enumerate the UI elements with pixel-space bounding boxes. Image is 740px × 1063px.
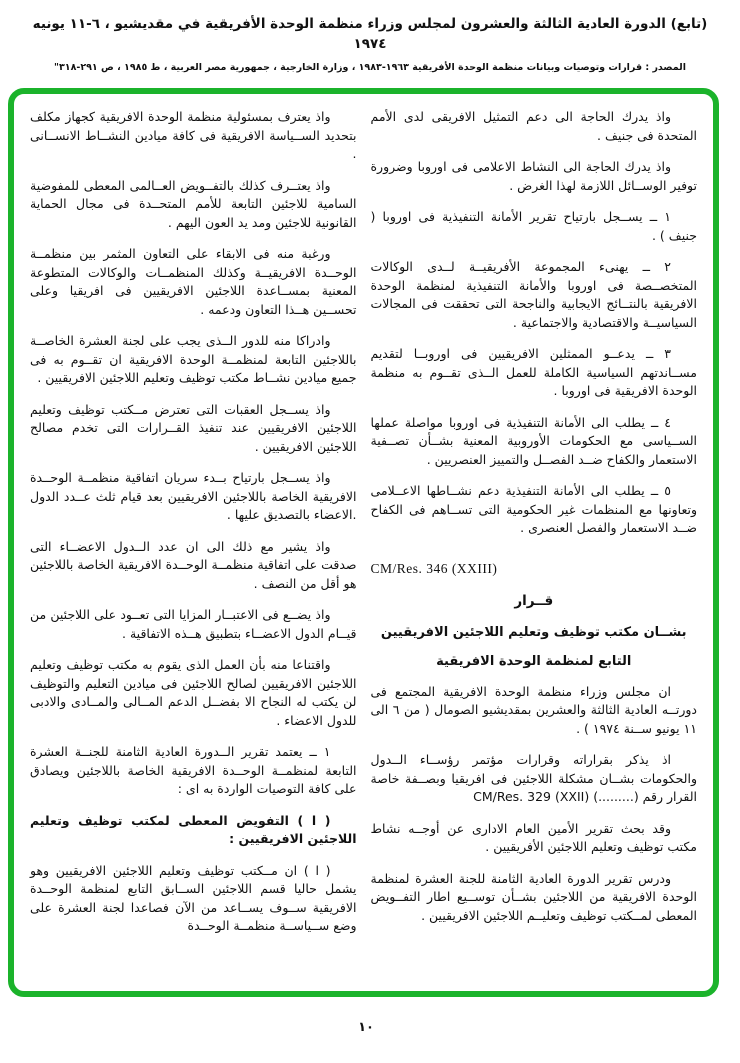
paragraph: واذ يســجل بارتياح بــدء سريان اتفاقية منظمــة الوحــدة الافريقية الخاصة باللاجئين الافريقيين بعد قيام ثلث عــدد الدول .الاعضاء بالتصديق عليها .: [30, 470, 357, 522]
paragraph: واذ يســجل العقبات التى تعترض مــكتب توظيف وتعليم اللاجئين الافريقيين عند تنفيذ القــرارات التى تخدم مصالح اللاجئين الافريقيين .: [30, 401, 357, 454]
paragraph: ١ ــ يســجل بارتياح تقرير الأمانة التنفيذية فى اوروبا ( جنيف ) .: [370, 209, 697, 243]
resolution-heading: قــرار: [514, 593, 554, 609]
paragraph: واذ يدرك الحاجة الى النشاط الاعلامى فى اوروبا وضرورة توفير الوســائل اللازمة لهذا الغرض .: [370, 159, 697, 193]
column-left: [30, 108, 357, 959]
header-source-line: المصدر : قرارات وتوصيات وبيانات منظمة الوحدة الأفريقية ١٩٦٣-١٩٨٣ ، وزارة الخارجية ، جمهورية مصر العربية ، ط ١٩٨٥ ، ص ٢٩١-٣١٨": [54, 62, 686, 73]
paragraph: ورغبة منه فى الابقاء على التعاون المثمر بين منظمــة الوحــدة الافريقيــة وكذلك المنظمــات والوكالات المتطوعة المعنية بمســاعدة اللاجئين الافريقيين فى افريقيا وعلى تحســين هــذا التعاون ودعمه .: [30, 246, 357, 317]
resolution-reference: CM/Res. 346 (XXIII): [370, 560, 498, 576]
page-header: [0, 14, 740, 74]
paragraph: ( ا ) ان مــكتب توظيف وتعليم اللاجئين الافريقيين وهو يشمل حاليا قسم اللاجئين الســابق التابع لمنظمة الوحــدة الافريقية ســوف يســاعد من الآن فصاعدا لجنة العشرة على وضع ســياســة منظمــة الوحــدة: [30, 862, 357, 933]
paragraph: وقد بحث تقرير الأمين العام الادارى عن أوجــه نشاط مكتب توظيف وتعليم اللاجئين الأفريقيين .: [370, 820, 697, 854]
paragraph: واذ يشير مع ذلك الى ان عدد الــدول الاعضــاء التى صدقت على اتفاقية منظمــة الوحــدة الافريقية الخاصة باللاجئين هو أقل من النصف .: [30, 538, 357, 591]
paragraph: ( ا ) التفويض المعطى لمكتب توظيف وتعليم اللاجئين الافريقيين :: [30, 812, 357, 846]
paragraph: وادراكا منه للدور الــذى يجب على لجنة العشرة الخاصــة باللاجئين التابعة لمنظمــة الوحدة الافريقية ان تقــوم به فى جميع ميادين نشــاط مكتب توظيف وتعليم اللاجئين الافريقيين .: [30, 333, 357, 385]
paragraph: واذ يعترف بمسئولية منظمة الوحدة الافريقية كجهاز مكلف بتحديد الســياسة الافريقية فى كافة ميادين النشــاط الانســانى .: [30, 109, 357, 161]
paragraph: ٢ ــ يهنىء المجموعة الأفريقيــة لــدى الوكالات المتخصــصة فى اوروبا والأمانة التنفيذية لمنظمة الوحدة الافريقية بالنتــائج الايجابية والناجحة التى تحققت فى المجالات السياسيــة والاقتصادية والاجتماعية .: [370, 259, 697, 330]
paragraph: ٤ ــ يطلب الى الأمانة التنفيذية فى اوروبا مواصلة عملها الســياسى مع الحكومات الأوروبية المعنية بشــأن تصــفية الاستعمار والكفاح ضــد الفصــل والتمييز العنصريين .: [370, 414, 697, 467]
paragraph: واذ يدرك الحاجة الى دعم التمثيل الافريقى لدى الأمم المتحدة فى جنيف .: [370, 109, 697, 143]
resolution-heading: بشــان مكتب توظيف وتعليم اللاجئين الافريقيين: [380, 624, 687, 640]
paragraph: ان مجلس وزراء منظمة الوحدة الافريقية المجتمع فى دورتــه العادية الثالثة والعشرين بمقديشيو الصومال ( من ٦ الى ١١ يونيو ســنة ١٩٧٤ ) .: [370, 683, 697, 736]
page-number: ١٠: [358, 1020, 374, 1035]
paragraph: واذ يعتــرف كذلك بالتفــويض العــالمى المعطى للمفوضية السامية للاجئين التابعة للأمم المتحــدة فى مجال الحماية القانونية للاجئين ومد يد العون اليهم .: [30, 177, 357, 230]
column-right: [371, 108, 698, 959]
paragraph: ١ ــ يعتمد تقرير الــدورة العادية الثامنة للجنــة العشرة التابعة لمنظمــة الوحــدة الافريقية الخاصة باللاجئين ويصادق على كافة التوصيات الواردة به اى :: [30, 744, 357, 796]
paragraph: واذ يضــع فى الاعتبــار المزايا التى تعــود على اللاجئين من قيــام الدول الاعضــاء بتطبيق هــذه الاتفاقية .: [30, 607, 357, 641]
two-column-text-area: [14, 94, 713, 969]
paragraph: واقتناعا منه بأن العمل الذى يقوم به مكتب توظيف وتعليم اللاجئين الافريقيين لصالح اللاجئين فى ميادين التعليم والتوظيف لن يكتب له النجاح الا بفضــل الدعم المــالى والمــادى والادبى للدول الاعضاء .: [30, 657, 357, 728]
header-title: (تابع) الدورة العادية الثالثة والعشرون لمجلس وزراء منظمة الوحدة الأفريقية في مقديشيو ، ٦-١١ يونيه ١٩٧٤: [32, 16, 708, 52]
paragraph: ٣ ــ يدعــو الممثلين الافريقيين فى اوروبــا لتقديم مســاندتهم السياسية الكاملة للعمل الــذى تقــوم به منظمة الوحدة الافريقية فى اوروبا .: [370, 346, 697, 398]
paragraph: ٥ ــ يطلب الى الأمانة التنفيذية دعم نشــاطها الاعــلامى وتعاونها مع المنظمات غير الحكومية التى تســاهم فى الكفاح ضــد الاستعمار والفصل العنصرى .: [370, 483, 697, 535]
paragraph: ودرس تقرير الدورة العادية الثامنة للجنة العشرة لمنظمة الوحدة الافريقية من اللاجئين بشــأن توســيع اطار التفــويض المعطى لمــكتب توظيف وتعليــم اللاجئين الافريقيين .: [370, 870, 697, 923]
resolution-heading: التابع لمنظمة الوحدة الافريقية: [436, 654, 632, 669]
paragraph: اذ يذكر بقراراته وقرارات مؤتمر رؤســاء الــدول والحكومات بشــان مشكلة اللاجئين فى افريقيا وبصــفة خاصة القرار رقم (.........) CM/Res. 329 (XXII): [370, 752, 697, 804]
green-border-frame: [8, 88, 719, 997]
